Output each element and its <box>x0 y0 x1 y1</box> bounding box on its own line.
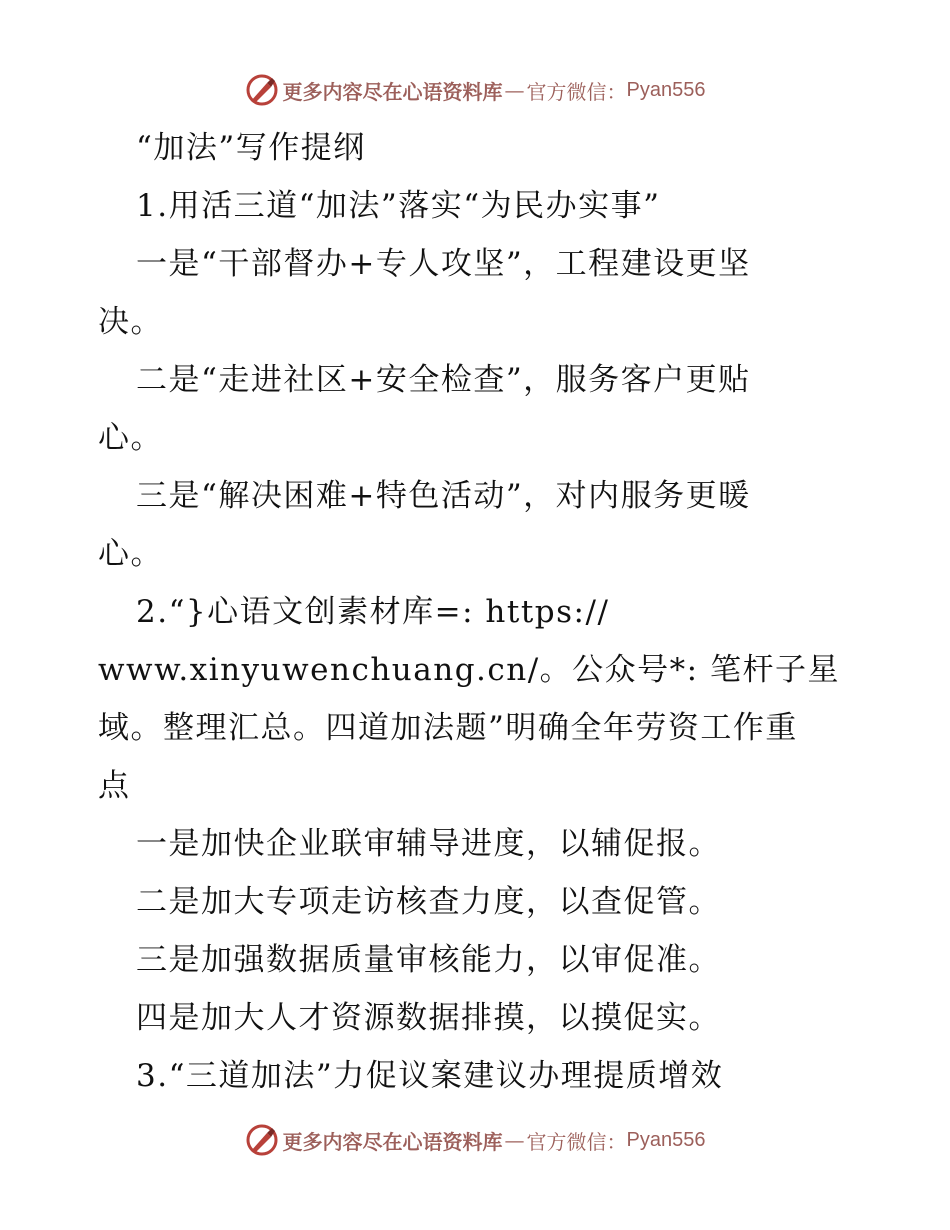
doc-paragraph: 一是加快企业联审辅导进度，以辅促报。 <box>136 826 721 862</box>
pen-logo-icon <box>245 73 279 107</box>
doc-paragraph: 一是“干部督办+专人攻坚”，工程建设更坚 <box>136 246 751 282</box>
banner-dash: — <box>504 78 525 102</box>
banner-wechat-label: 官方微信： <box>526 1129 627 1154</box>
doc-heading-1: 1.用活三道“加法”落实“为民办实事” <box>136 188 661 224</box>
doc-heading-2: 2.“}心语文创素材库=: https:// <box>136 594 610 630</box>
doc-paragraph: 三是“解决困难+特色活动”，对内服务更暖 <box>136 478 751 514</box>
banner-wechat-label: 官方微信： <box>526 79 627 104</box>
banner-wechat-id: Pyan556 <box>626 78 706 101</box>
pen-logo-icon <box>245 1123 279 1157</box>
doc-paragraph-continuation: 决。 <box>98 304 163 340</box>
doc-paragraph-continuation: 域。整理汇总。四道加法题”明确全年劳资工作重 <box>98 710 798 746</box>
banner-wechat-id: Pyan556 <box>626 1128 706 1151</box>
doc-paragraph: 四是加大人才资源数据排摸，以摸促实。 <box>136 1000 721 1036</box>
doc-heading-3: 3.“三道加法”力促议案建议办理提质增效 <box>136 1058 724 1094</box>
banner-dash: — <box>504 1128 525 1152</box>
doc-paragraph-continuation: www.xinyuwenchuang.cn/。公众号*: 笔杆子星 <box>98 652 840 688</box>
doc-paragraph-continuation: 点 <box>98 768 131 804</box>
header-banner <box>0 70 950 110</box>
doc-title: “加法”写作提纲 <box>136 130 366 166</box>
banner-brand-text: 更多内容尽在心语资料库 <box>282 1129 503 1154</box>
doc-paragraph: 二是加大专项走访核查力度，以查促管。 <box>136 884 721 920</box>
footer-banner <box>0 1120 950 1160</box>
banner-brand-text: 更多内容尽在心语资料库 <box>282 79 503 104</box>
doc-paragraph-continuation: 心。 <box>98 420 163 456</box>
doc-paragraph: 三是加强数据质量审核能力，以审促准。 <box>136 942 721 978</box>
doc-paragraph: 二是“走进社区+安全检查”，服务客户更贴 <box>136 362 751 398</box>
doc-paragraph-continuation: 心。 <box>98 536 163 572</box>
